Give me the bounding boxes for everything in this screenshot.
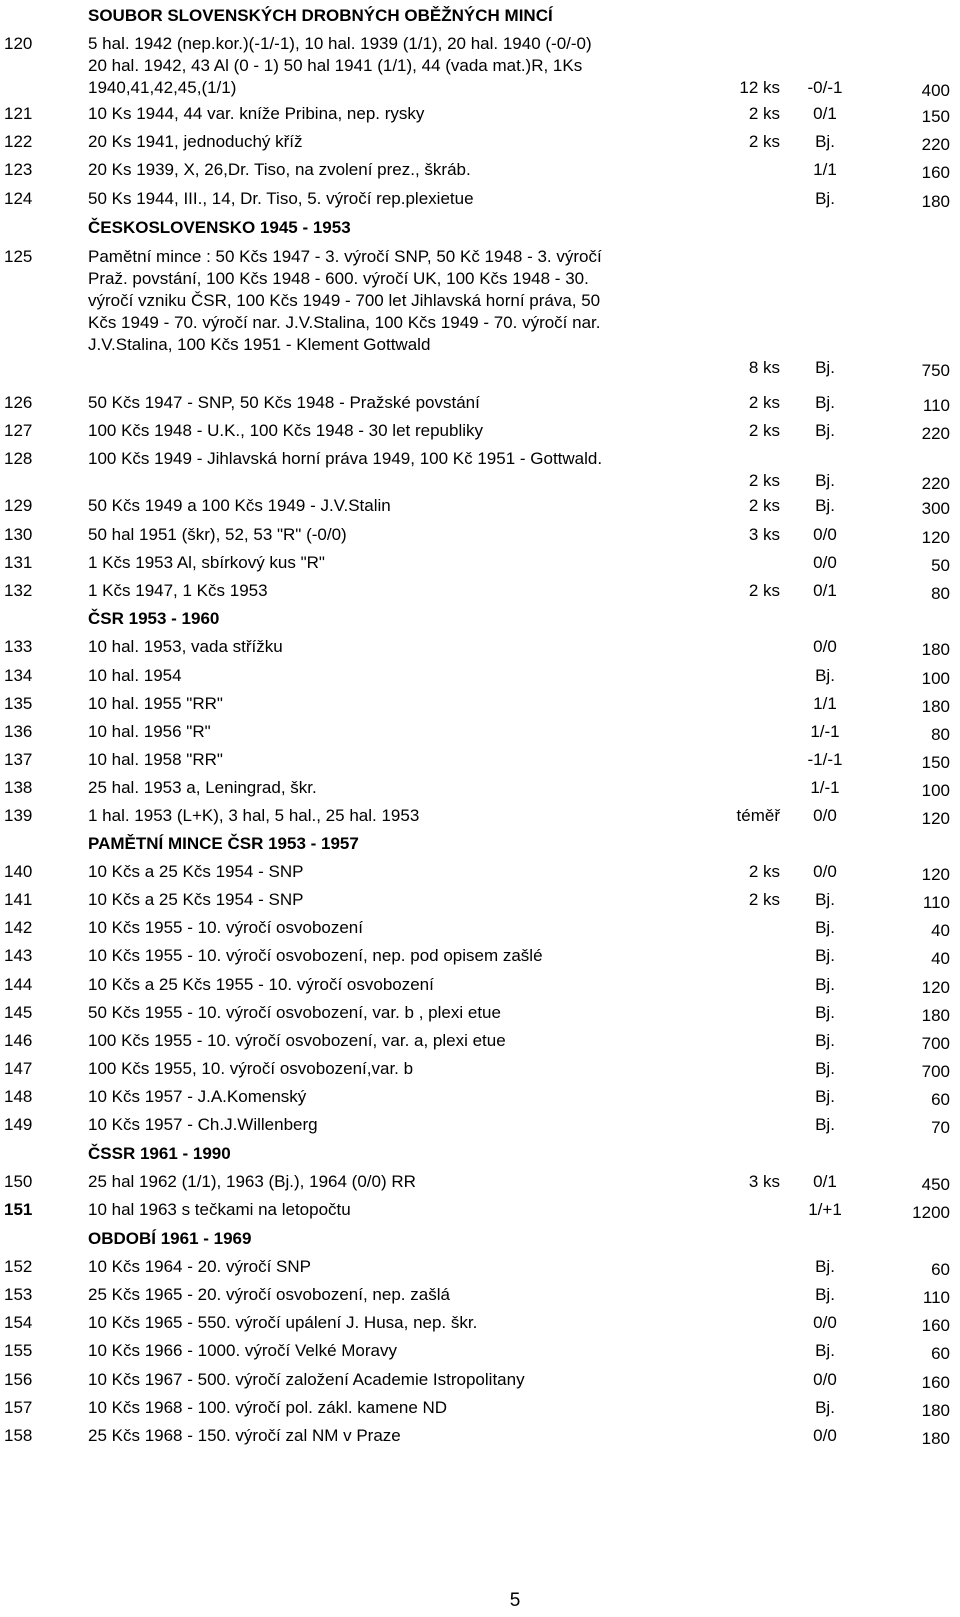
item-condition: 1/-1 (810, 778, 840, 797)
item-condition: Bj. (815, 421, 835, 440)
item-condition: 0/0 (813, 637, 837, 656)
item-number: 144 (4, 975, 33, 994)
item-price: 180 (921, 697, 950, 716)
item-condition: 1/+1 (808, 1200, 842, 1219)
item-quantity: 2 ks (748, 496, 780, 515)
item-quantity: 2 ks (748, 132, 780, 151)
item-number: 126 (4, 393, 33, 412)
item-description: 25 Kčs 1968 - 150. výročí zal NM v Praze (88, 1426, 401, 1445)
item-description: 10 Kčs 1955 - 10. výročí osvobození (88, 918, 363, 937)
item-condition: 1/-1 (810, 722, 840, 741)
item-price: 700 (921, 1034, 950, 1053)
item-condition: Bj. (815, 1398, 835, 1417)
item-price: 100 (921, 669, 950, 688)
item-condition: Bj. (815, 975, 835, 994)
item-description: 10 Kčs 1964 - 20. výročí SNP (88, 1257, 311, 1276)
item-number: 155 (4, 1341, 33, 1360)
item-condition: Bj. (815, 1003, 835, 1022)
item-quantity: 3 ks (748, 1172, 780, 1191)
item-description: 1 Kčs 1953 Al, sbírkový kus "R" (88, 553, 325, 572)
item-price: 60 (931, 1344, 950, 1363)
item-price: 110 (922, 1288, 950, 1307)
item-price: 80 (931, 584, 950, 603)
item-number: 130 (4, 525, 33, 544)
item-number: 152 (4, 1257, 33, 1276)
item-description: 20 Ks 1939, X, 26,Dr. Tiso, na zvolení prez., škráb. (88, 160, 471, 179)
item-number: 148 (4, 1087, 33, 1106)
item-price: 160 (921, 163, 950, 182)
item-description-line: J.V.Stalina, 100 Kčs 1951 - Klement Gottwald (88, 335, 431, 354)
item-condition: Bj. (815, 1285, 835, 1304)
item-condition: 0/0 (813, 525, 837, 544)
item-quantity: 8 ks (748, 358, 780, 377)
item-price: 220 (921, 135, 950, 154)
item-number: 150 (4, 1172, 33, 1191)
item-condition: 0/0 (813, 806, 837, 825)
item-number: 145 (4, 1003, 33, 1022)
item-number: 127 (4, 421, 33, 440)
item-number: 133 (4, 637, 33, 656)
item-description-line: 1940,41,42,45,(1/1) (88, 78, 237, 97)
item-description-line: výročí vzniku ČSR, 100 Kčs 1949 - 700 let Jihlavská horní práva, 50 (88, 291, 601, 310)
item-condition: Bj. (815, 393, 835, 412)
item-description-line: 20 hal. 1942, 43 Al (0 - 1) 50 hal 1941 (1/1), 44 (vada mat.)R, 1Ks (88, 56, 583, 75)
item-description-line: Pamětní mince : 50 Kčs 1947 - 3. výročí SNP, 50 Kč 1948 - 3. výročí (88, 247, 602, 266)
item-condition: Bj. (815, 471, 835, 490)
item-description: 1 Kčs 1947, 1 Kčs 1953 (88, 581, 268, 600)
item-number: 134 (4, 666, 33, 685)
item-description: 25 Kčs 1965 - 20. výročí osvobození, nep. zašlá (88, 1285, 450, 1304)
item-condition: 0/1 (813, 104, 837, 123)
item-price: 120 (921, 978, 950, 997)
item-description: 10 hal. 1955 "RR" (88, 694, 223, 713)
item-number: 124 (4, 189, 33, 208)
item-condition: Bj. (815, 358, 835, 377)
item-condition: 1/1 (813, 694, 837, 713)
item-condition: 0/0 (813, 1426, 837, 1445)
section-heading: OBDOBÍ 1961 - 1969 (88, 1229, 252, 1248)
item-description: 20 Ks 1941, jednoduchý kříž (88, 132, 303, 151)
item-price: 180 (921, 640, 950, 659)
item-number: 143 (4, 946, 33, 965)
item-price: 150 (921, 107, 950, 126)
item-description: 100 Kčs 1949 - Jihlavská horní práva 1949, 100 Kč 1951 - Gottwald. (88, 449, 603, 468)
section-heading: ČSR 1953 - 1960 (88, 609, 220, 628)
item-number: 146 (4, 1031, 33, 1050)
item-condition: Bj. (815, 1257, 835, 1276)
item-number: 131 (4, 553, 33, 572)
section-heading: ČSSR 1961 - 1990 (88, 1144, 231, 1163)
item-price: 180 (921, 192, 950, 211)
item-description: 100 Kčs 1955 - 10. výročí osvobození, var. a, plexi etue (88, 1031, 506, 1050)
item-quantity: 3 ks (748, 525, 780, 544)
item-description: 50 Kčs 1949 a 100 Kčs 1949 - J.V.Stalin (88, 496, 391, 515)
item-price: 110 (922, 396, 950, 415)
item-number: 140 (4, 862, 33, 881)
item-price: 60 (931, 1090, 950, 1109)
item-condition: Bj. (815, 189, 835, 208)
item-description: 100 Kčs 1948 - U.K., 100 Kčs 1948 - 30 let republiky (88, 421, 484, 440)
item-price: 450 (921, 1175, 950, 1194)
item-number: 157 (4, 1398, 33, 1417)
item-condition: 0/0 (813, 1313, 837, 1332)
item-description: 10 Kčs 1955 - 10. výročí osvobození, nep. pod opisem zašlé (88, 946, 543, 965)
item-number: 137 (4, 750, 33, 769)
item-description: 50 hal 1951 (škr), 52, 53 "R" (-0/0) (88, 525, 347, 544)
item-description: 25 hal 1962 (1/1), 1963 (Bj.), 1964 (0/0) RR (88, 1172, 416, 1191)
item-description-line: Praž. povstání, 100 Kčs 1948 - 600. výročí UK, 100 Kčs 1948 - 30. (88, 269, 589, 288)
item-quantity: 12 ks (739, 78, 780, 97)
item-number: 149 (4, 1115, 33, 1134)
item-price: 180 (921, 1401, 950, 1420)
item-number: 154 (4, 1313, 33, 1332)
item-condition: Bj. (815, 132, 835, 151)
item-description: 10 hal. 1958 "RR" (88, 750, 223, 769)
item-number: 136 (4, 722, 33, 741)
item-quantity: 2 ks (748, 104, 780, 123)
item-description: 10 Kčs a 25 Kčs 1955 - 10. výročí osvobození (88, 975, 434, 994)
item-condition: Bj. (815, 1341, 835, 1360)
item-description: 10 Kčs 1968 - 100. výročí pol. zákl. kamene ND (88, 1398, 448, 1417)
item-price: 220 (921, 424, 950, 443)
item-description: 10 Kčs 1965 - 550. výročí upálení J. Husa, nep. škr. (88, 1313, 478, 1332)
item-price: 180 (921, 1429, 950, 1448)
item-number: 132 (4, 581, 33, 600)
item-price: 120 (921, 809, 950, 828)
item-price: 60 (931, 1260, 950, 1279)
item-description: 10 Kčs 1966 - 1000. výročí Velké Moravy (88, 1341, 397, 1360)
item-price: 750 (921, 361, 950, 380)
item-number: 142 (4, 918, 33, 937)
catalog-item (0, 34, 960, 114)
item-description: 10 hal. 1953, vada střížku (88, 637, 283, 656)
item-number: 122 (4, 132, 33, 151)
item-price: 700 (921, 1062, 950, 1081)
item-price: 1200 (912, 1203, 950, 1222)
item-description: 10 Kčs 1967 - 500. výročí založení Academie Istropolitany (88, 1370, 525, 1389)
item-price: 120 (921, 865, 950, 884)
item-condition: 1/1 (813, 160, 837, 179)
item-description: 100 Kčs 1955, 10. výročí osvobození,var. b (88, 1059, 414, 1078)
item-number: 121 (4, 104, 33, 123)
item-number: 123 (4, 160, 33, 179)
item-price: 120 (921, 528, 950, 547)
item-number: 139 (4, 806, 33, 825)
section-heading: SOUBOR SLOVENSKÝCH DROBNÝCH OBĚŽNÝCH MINCÍ (88, 6, 553, 25)
item-price: 220 (921, 474, 950, 493)
item-quantity: 2 ks (748, 421, 780, 440)
item-price: 110 (922, 893, 950, 912)
item-description: 25 hal. 1953 a, Leningrad, škr. (88, 778, 317, 797)
item-price: 400 (921, 81, 950, 100)
item-description: 10 hal 1963 s tečkami na letopočtu (88, 1200, 351, 1219)
item-condition: Bj. (815, 946, 835, 965)
item-number: 147 (4, 1059, 33, 1078)
catalog-item (0, 247, 960, 387)
item-description: 50 Kčs 1947 - SNP, 50 Kčs 1948 - Pražské povstání (88, 393, 480, 412)
item-description: 10 Kčs 1957 - Ch.J.Willenberg (88, 1115, 318, 1134)
item-description: 10 hal. 1954 (88, 666, 182, 685)
item-condition: Bj. (815, 918, 835, 937)
item-condition: Bj. (815, 496, 835, 515)
item-number: 156 (4, 1370, 33, 1389)
item-description: 10 hal. 1956 "R" (88, 722, 211, 741)
item-description-line: 5 hal. 1942 (nep.kor.)(-1/-1), 10 hal. 1939 (1/1), 20 hal. 1940 (-0/-0) (88, 34, 592, 53)
item-number: 135 (4, 694, 33, 713)
item-description: 1 hal. 1953 (L+K), 3 hal, 5 hal., 25 hal. 1953 (88, 806, 420, 825)
item-number: 125 (4, 247, 33, 266)
item-price: 80 (931, 725, 950, 744)
item-condition: Bj. (815, 1115, 835, 1134)
item-quantity: 2 ks (748, 581, 780, 600)
item-quantity: 2 ks (748, 890, 780, 909)
item-quantity: 2 ks (748, 393, 780, 412)
item-condition: 0/0 (813, 1370, 837, 1389)
item-number: 153 (4, 1285, 33, 1304)
item-condition: -1/-1 (807, 750, 843, 769)
item-description: 10 Kčs a 25 Kčs 1954 - SNP (88, 890, 304, 909)
item-condition: 0/1 (813, 581, 837, 600)
item-condition: Bj. (815, 1031, 835, 1050)
item-description-line: Kčs 1949 - 70. výročí nar. J.V.Stalina, 100 Kčs 1949 - 70. výročí nar. (88, 313, 601, 332)
item-number: 129 (4, 496, 33, 515)
item-condition: -0/-1 (807, 78, 843, 97)
item-condition: Bj. (815, 1087, 835, 1106)
item-price: 40 (931, 949, 950, 968)
item-price: 100 (921, 781, 950, 800)
item-condition: Bj. (815, 1059, 835, 1078)
item-number: 120 (4, 34, 33, 53)
item-quantity: 2 ks (748, 471, 780, 490)
item-description: 10 Kčs a 25 Kčs 1954 - SNP (88, 862, 304, 881)
item-description: 50 Ks 1944, III., 14, Dr. Tiso, 5. výročí rep.plexietue (88, 189, 474, 208)
item-condition: 0/0 (813, 553, 837, 572)
page-number: 5 (509, 1590, 521, 1611)
item-price: 160 (921, 1316, 950, 1335)
item-quantity: 2 ks (748, 862, 780, 881)
item-description: 10 Ks 1944, 44 var. kníže Pribina, nep. rysky (88, 104, 425, 123)
catalog-item (0, 449, 960, 493)
item-description: 50 Kčs 1955 - 10. výročí osvobození, var. b , plexi etue (88, 1003, 501, 1022)
item-description: 10 Kčs 1957 - J.A.Komenský (88, 1087, 307, 1106)
item-price: 300 (921, 499, 950, 518)
item-quantity: téměř (736, 806, 780, 825)
item-price: 150 (921, 753, 950, 772)
item-number: 128 (4, 449, 33, 468)
item-condition: 0/0 (813, 862, 837, 881)
item-condition: 0/1 (813, 1172, 837, 1191)
item-number: 141 (4, 890, 33, 909)
item-price: 40 (931, 921, 950, 940)
item-price: 70 (931, 1118, 950, 1137)
item-price: 50 (931, 556, 950, 575)
section-heading: ČESKOSLOVENSKO 1945 - 1953 (88, 218, 351, 237)
item-number: 151 (4, 1200, 33, 1219)
section-heading: PAMĚTNÍ MINCE ČSR 1953 - 1957 (88, 834, 359, 853)
item-condition: Bj. (815, 666, 835, 685)
item-condition: Bj. (815, 890, 835, 909)
item-number: 158 (4, 1426, 33, 1445)
item-number: 138 (4, 778, 33, 797)
item-price: 180 (921, 1006, 950, 1025)
item-price: 160 (921, 1373, 950, 1392)
